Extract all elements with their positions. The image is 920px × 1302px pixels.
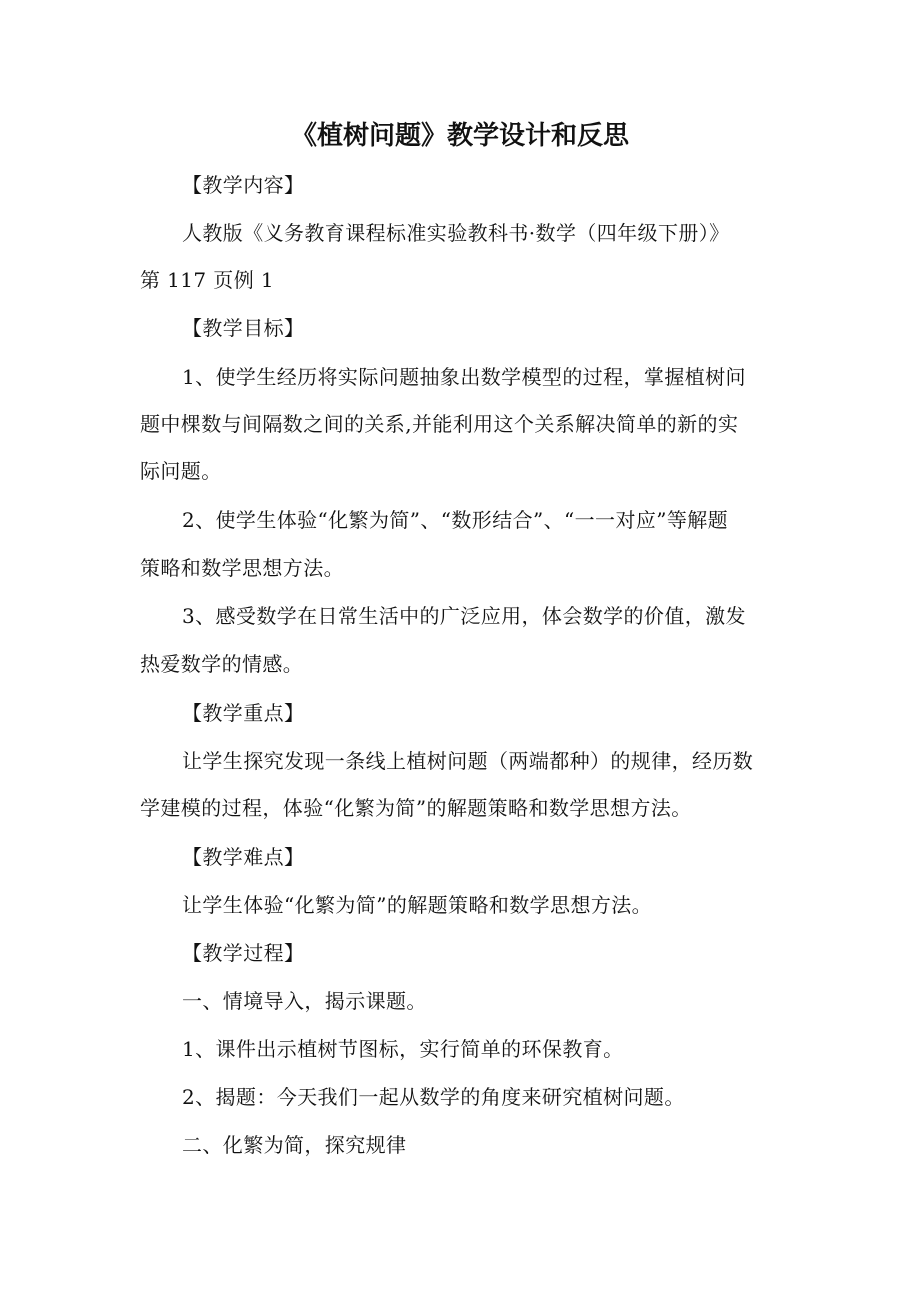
paragraph-line: 题中棵数与间隔数之间的关系,并能利用这个关系解决简单的新的实 [140,412,739,436]
document-title: 《植树问题》教学设计和反思 [290,121,629,151]
heading-teaching-focus: 【教学重点】 [182,701,305,725]
paragraph-line: 1、使学生经历将实际问题抽象出数学模型的过程，掌握植树问 [182,365,746,389]
section-heading: 一、情境导入，揭示课题。 [182,989,427,1013]
paragraph-line: 热爱数学的情感。 [140,652,304,676]
paragraph-line: 2、揭题：今天我们一起从数学的角度来研究植树问题。 [182,1085,685,1109]
paragraph-line: 让学生探究发现一条线上植树问题（两端都种）的规律，经历数 [182,749,754,773]
heading-teaching-process: 【教学过程】 [182,941,305,965]
paragraph-line: 策略和数学思想方法。 [140,556,344,580]
paragraph-line: 人教版《义务教育课程标准实验教科书·数学（四年级下册）》 [182,221,730,245]
paragraph-line: 际问题。 [140,459,222,483]
paragraph-line: 2、使学生体验“化繁为简”、“数形结合”、“一一对应”等解题 [182,508,729,532]
paragraph-line: 1、课件出示植树节图标，实行简单的环保教育。 [182,1037,624,1061]
section-heading: 二、化繁为简，探究规律 [182,1133,407,1157]
paragraph-line: 学建模的过程，体验“化繁为简”的解题策略和数学思想方法。 [140,796,692,820]
paragraph-line: 第 117 页例 1 [140,268,274,292]
paragraph-line: 让学生体验“化繁为简”的解题策略和数学思想方法。 [182,893,653,917]
heading-teaching-content: 【教学内容】 [182,173,305,197]
heading-teaching-goals: 【教学目标】 [182,316,305,340]
heading-teaching-difficulty: 【教学难点】 [182,845,305,869]
paragraph-line: 3、感受数学在日常生活中的广泛应用，体会数学的价值，激发 [182,604,746,628]
